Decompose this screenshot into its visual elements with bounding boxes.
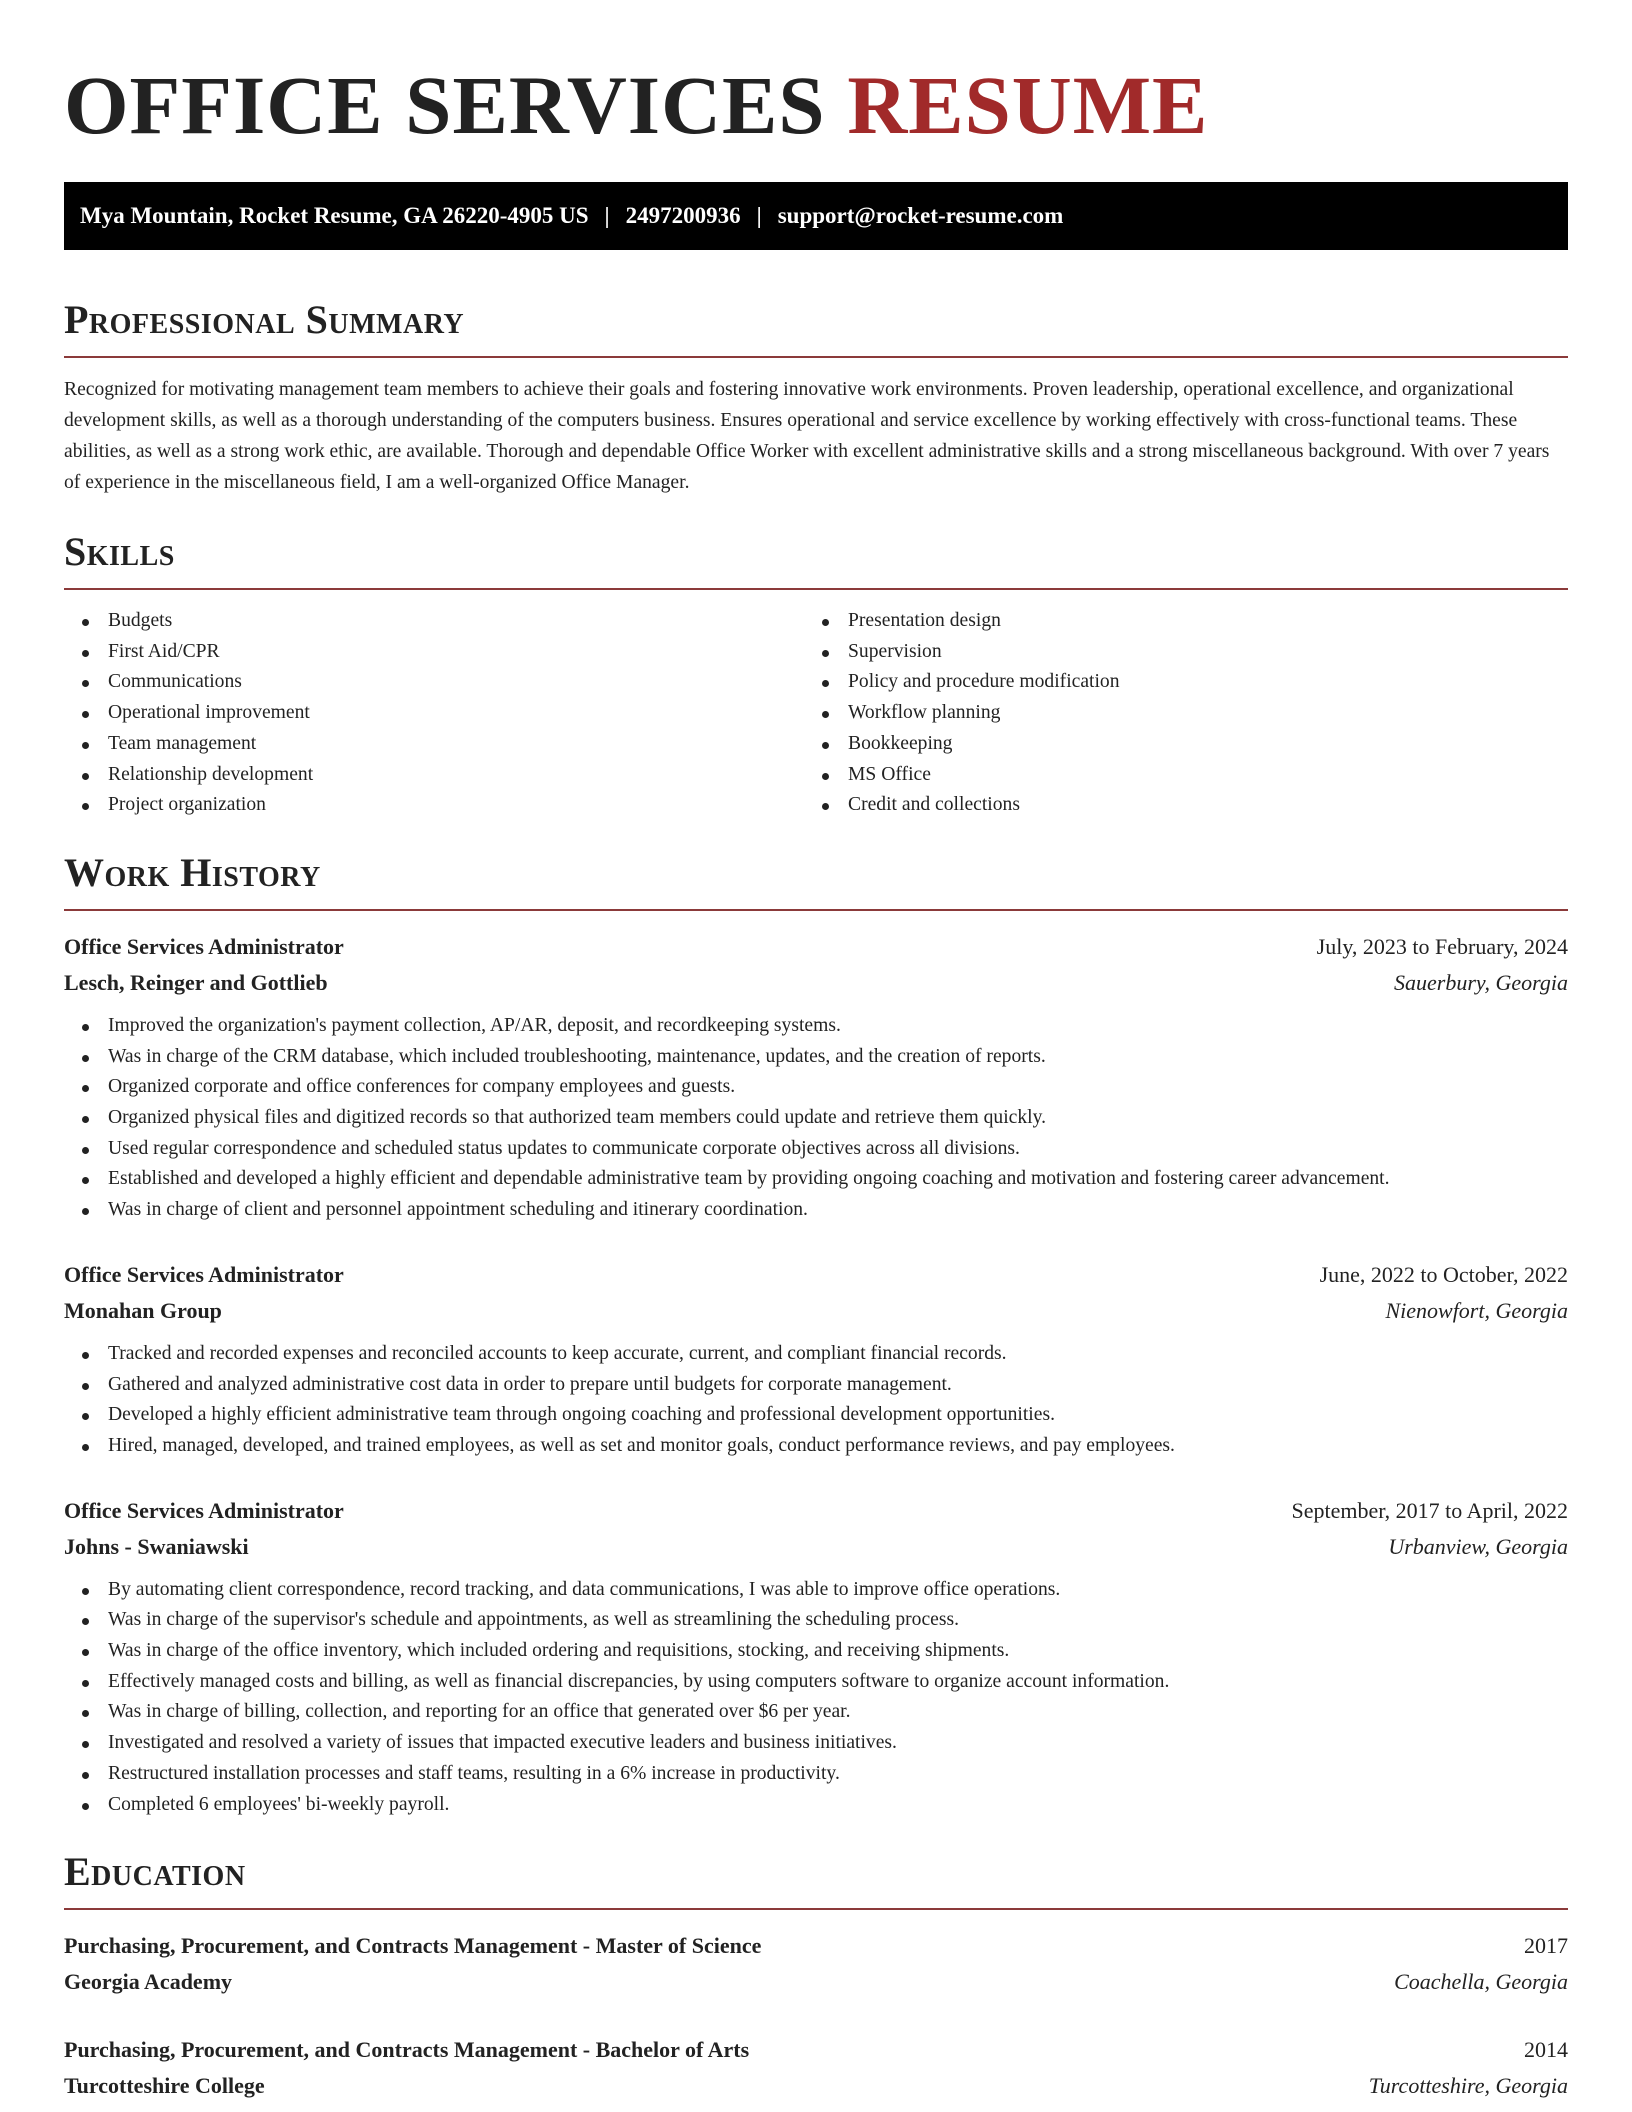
contact-bar xyxy=(64,182,1568,250)
education-year: 2017 xyxy=(1524,1933,1568,1959)
professional-summary-section xyxy=(64,298,1568,498)
skill-item: Policy and procedure modification xyxy=(804,667,1544,698)
job-entry xyxy=(64,929,1568,1226)
education-degree: Purchasing, Procurement, and Contracts Management - Bachelor of Arts xyxy=(64,2037,750,2063)
job-bullet: Was in charge of the office inventory, which included ordering and requisitions, stocking, and receiving shipments. xyxy=(64,1636,1568,1667)
job-header-row xyxy=(64,1257,1568,1293)
job-title: Office Services Administrator xyxy=(64,1261,344,1287)
job-location: Sauerbury, Georgia xyxy=(1394,969,1568,995)
skill-item: Presentation design xyxy=(804,606,1544,637)
job-company-row xyxy=(64,1529,1568,1565)
job-title: Office Services Administrator xyxy=(64,933,344,959)
job-bullet: Was in charge of billing, collection, and reporting for an office that generated over $6 per year. xyxy=(64,1697,1568,1728)
job-bullet: Was in charge of the supervisor's schedule and appointments, as well as streamlining the scheduling process. xyxy=(64,1605,1568,1636)
job-bullet: Effectively managed costs and billing, as well as financial discrepancies, by using computers software to organize account information. xyxy=(64,1667,1568,1698)
skill-item: Project organization xyxy=(64,790,804,821)
education-entry xyxy=(64,2032,1568,2104)
skill-item: Operational improvement xyxy=(64,698,804,729)
contact-phone: 2497200936 xyxy=(625,203,741,228)
job-bullet: Gathered and analyzed administrative cost data in order to prepare until budgets for corporate management. xyxy=(64,1370,1568,1401)
education-location: Turcotteshire, Georgia xyxy=(1368,2073,1568,2099)
section-divider xyxy=(64,909,1568,911)
job-bullet: Was in charge of the CRM database, which included troubleshooting, maintenance, updates, and the creation of reports. xyxy=(64,1042,1568,1073)
job-bullet: Improved the organization's payment collection, AP/AR, deposit, and recordkeeping systems. xyxy=(64,1011,1568,1042)
skill-item: Supervision xyxy=(804,637,1544,668)
skills-section xyxy=(64,530,1568,821)
education-section xyxy=(64,1850,1568,2104)
job-company: Johns - Swaniawski xyxy=(64,1533,249,1559)
section-heading: Professional Summary xyxy=(64,297,465,342)
job-bullet: Was in charge of client and personnel appointment scheduling and itinerary coordination. xyxy=(64,1195,1568,1226)
contact-address: Mya Mountain, Rocket Resume, GA 26220-4905 US xyxy=(80,203,589,228)
skill-item: First Aid/CPR xyxy=(64,637,804,668)
skills-list-right xyxy=(804,606,1544,821)
job-header-row xyxy=(64,929,1568,965)
job-company-row xyxy=(64,1293,1568,1329)
section-divider xyxy=(64,356,1568,358)
job-location: Nienowfort, Georgia xyxy=(1385,1297,1568,1323)
work-history-section xyxy=(64,851,1568,1820)
section-heading: Work History xyxy=(64,849,321,895)
job-bullet: Restructured installation processes and staff teams, resulting in a 6% increase in productivity. xyxy=(64,1759,1568,1790)
job-location: Urbanview, Georgia xyxy=(1388,1533,1568,1559)
job-header-row xyxy=(64,1493,1568,1529)
skill-item: Communications xyxy=(64,667,804,698)
skill-item: Bookkeeping xyxy=(804,729,1544,760)
job-bullet: Organized corporate and office conferences for company employees and guests. xyxy=(64,1072,1568,1103)
education-header-row xyxy=(64,1928,1568,1964)
education-year: 2014 xyxy=(1524,2037,1568,2063)
job-bullet: By automating client correspondence, record tracking, and data communications, I was able to improve office operations. xyxy=(64,1575,1568,1606)
education-header-row xyxy=(64,2032,1568,2068)
education-school: Georgia Academy xyxy=(64,1969,233,1995)
job-company-row xyxy=(64,965,1568,1001)
resume-title xyxy=(64,59,1568,151)
title-main: OFFICE SERVICES xyxy=(64,59,826,151)
education-school: Turcotteshire College xyxy=(64,2073,265,2099)
job-company: Monahan Group xyxy=(64,1297,222,1323)
job-bullet: Completed 6 employees' bi-weekly payroll. xyxy=(64,1790,1568,1821)
education-school-row xyxy=(64,2068,1568,2104)
job-bullet: Tracked and recorded expenses and reconciled accounts to keep accurate, current, and compliant financial records. xyxy=(64,1339,1568,1370)
job-dates: September, 2017 to April, 2022 xyxy=(1291,1497,1568,1523)
job-bullet: Organized physical files and digitized records so that authorized team members could update and retrieve them quickly. xyxy=(64,1103,1568,1134)
job-bullets xyxy=(64,1575,1568,1821)
summary-text: Recognized for motivating management team members to achieve their goals and fostering innovative work environments. Proven leadership, operational excellence, and organizational development skills, as well as a thorough understanding of the computers business. Ensures operational and service excellence by working effectively with cross-functional teams. These abilities, as well as a strong work ethic, are available. Thorough and dependable Office Worker with excellent administrative skills and a strong miscellaneous background. With over 7 years of experience in the miscellaneous field, I am a well-organized Office Manager. xyxy=(64,379,1550,493)
job-bullet: Hired, managed, developed, and trained employees, as well as set and monitor goals, conduct performance reviews, and pay employees. xyxy=(64,1431,1568,1462)
contact-separator: | xyxy=(756,203,762,228)
skill-item: Workflow planning xyxy=(804,698,1544,729)
section-heading: Education xyxy=(64,1849,246,1895)
skills-columns xyxy=(64,606,1568,821)
section-divider xyxy=(64,588,1568,590)
education-degree: Purchasing, Procurement, and Contracts Management - Master of Science xyxy=(64,1933,762,1959)
title-accent: RESUME xyxy=(847,59,1209,151)
job-dates: July, 2023 to February, 2024 xyxy=(1316,933,1568,959)
job-company: Lesch, Reinger and Gottlieb xyxy=(64,969,328,995)
job-entry xyxy=(64,1257,1568,1462)
skill-item: MS Office xyxy=(804,760,1544,791)
skill-item: Budgets xyxy=(64,606,804,637)
job-bullet: Developed a highly efficient administrative team through ongoing coaching and professional development opportunities. xyxy=(64,1400,1568,1431)
skill-item: Relationship development xyxy=(64,760,804,791)
job-bullet: Used regular correspondence and scheduled status updates to communicate corporate objectives across all divisions. xyxy=(64,1134,1568,1165)
job-bullets xyxy=(64,1011,1568,1226)
job-bullet: Investigated and resolved a variety of issues that impacted executive leaders and business initiatives. xyxy=(64,1728,1568,1759)
contact-separator: | xyxy=(604,203,610,228)
education-entry xyxy=(64,1928,1568,2000)
skills-list-left xyxy=(64,606,804,821)
job-dates: June, 2022 to October, 2022 xyxy=(1319,1261,1568,1287)
section-heading: Skills xyxy=(64,529,175,574)
contact-email: support@rocket-resume.com xyxy=(777,203,1064,228)
skill-item: Team management xyxy=(64,729,804,760)
skill-item: Credit and collections xyxy=(804,790,1544,821)
job-entry xyxy=(64,1493,1568,1821)
job-bullets xyxy=(64,1339,1568,1462)
job-title: Office Services Administrator xyxy=(64,1497,344,1523)
education-school-row xyxy=(64,1964,1568,2000)
section-divider xyxy=(64,1908,1568,1910)
education-location: Coachella, Georgia xyxy=(1394,1969,1568,1995)
job-bullet: Established and developed a highly efficient and dependable administrative team by providing ongoing coaching and motivation and fostering career advancement. xyxy=(64,1164,1568,1195)
